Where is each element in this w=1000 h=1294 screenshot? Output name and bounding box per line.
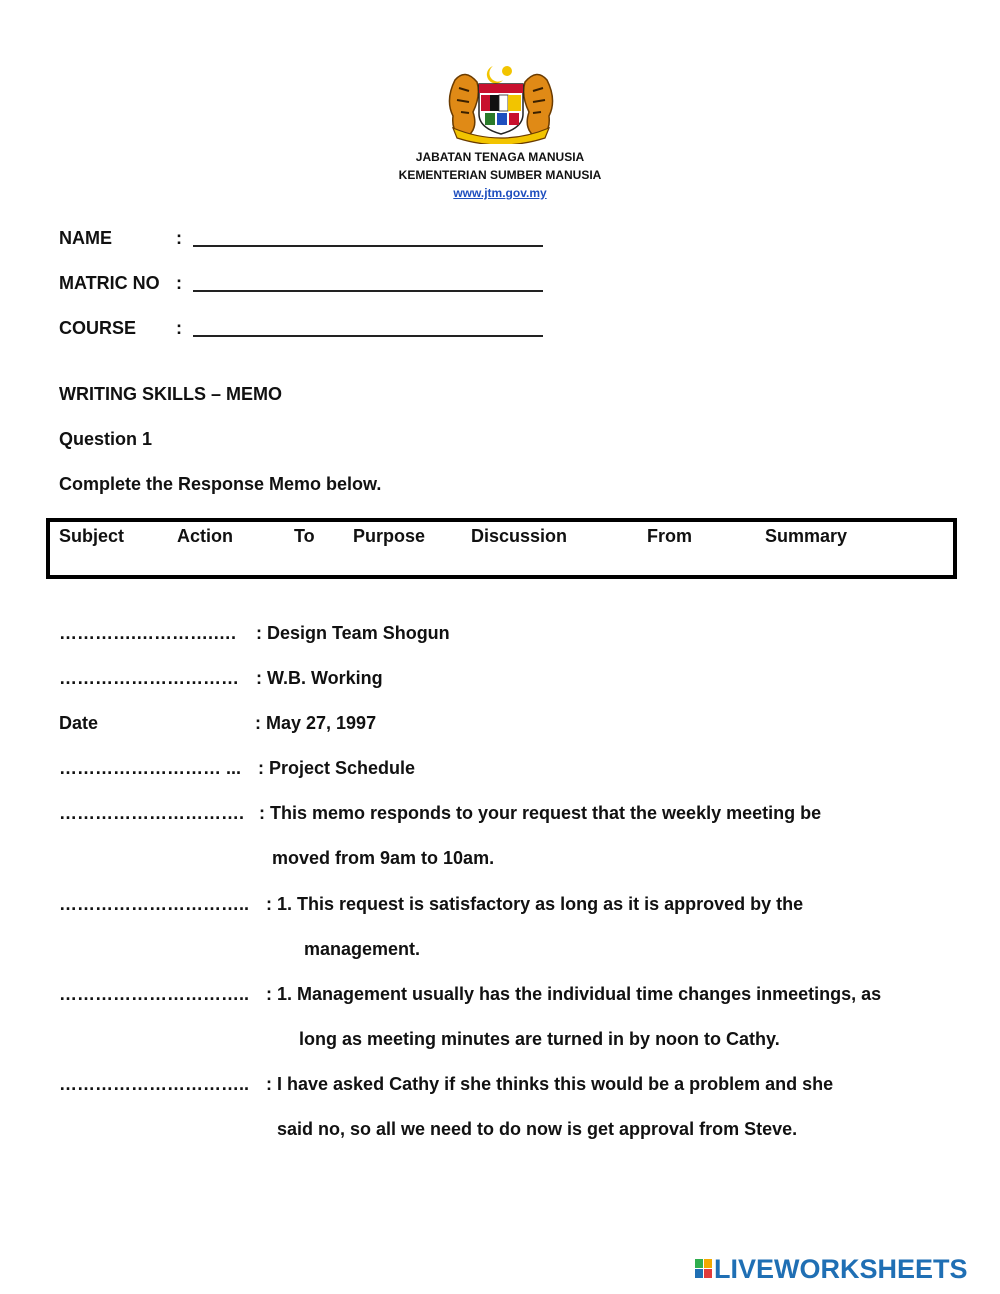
memo-row-text: : 1. Management usually has the individual time changes inmeetings, as xyxy=(266,984,882,1004)
memo-row-continuation: said no, so all we need to do now is get approval from Steve. xyxy=(277,1119,798,1139)
instruction-text: Complete the Response Memo below. xyxy=(59,474,382,494)
memo-row-text: : Project Schedule xyxy=(258,758,416,778)
memo-blank-2[interactable]: ………………………… xyxy=(59,668,239,688)
org-website-link[interactable]: www.jtm.gov.my xyxy=(453,186,547,200)
course-colon: : xyxy=(176,318,182,338)
liveworksheets-logo-icon xyxy=(694,1258,714,1280)
word-bank-item[interactable]: Subject xyxy=(59,526,125,546)
memo-row-continuation: management. xyxy=(304,939,421,959)
memo-blank-5[interactable]: ………………………….. xyxy=(59,894,250,914)
memo-row-text: : Design Team Shogun xyxy=(256,623,450,643)
course-label: COURSE xyxy=(59,318,137,338)
memo-row-text: : I have asked Cathy if she thinks this would be a problem and she xyxy=(266,1074,834,1094)
memo-blank-6[interactable]: ………………………….. xyxy=(59,984,250,1004)
word-bank-item[interactable]: Action xyxy=(177,526,233,546)
memo-row-continuation: long as meeting minutes are turned in by noon to Cathy. xyxy=(299,1029,780,1049)
memo-row-text: : 1. This request is satisfactory as long as it is approved by the xyxy=(266,894,804,914)
memo-row-text: : This memo responds to your request that the weekly meeting be xyxy=(259,803,822,823)
section-title: WRITING SKILLS – MEMO xyxy=(59,384,282,404)
memo-blank-1[interactable]: ………….………….…. xyxy=(59,623,237,643)
memo-blank-3[interactable]: ……………………… ... xyxy=(59,758,242,778)
name-colon: : xyxy=(176,228,182,248)
brand-name: LIVEWORKSHEETS xyxy=(714,1254,968,1284)
memo-row-text: : May 27, 1997 xyxy=(255,713,377,733)
word-bank-item[interactable]: Purpose xyxy=(353,526,426,546)
coat-of-arms-logo xyxy=(445,62,557,144)
word-bank-item[interactable]: To xyxy=(294,526,315,546)
question-number: Question 1 xyxy=(59,429,153,449)
memo-date-label: Date xyxy=(59,713,99,733)
word-bank-item[interactable]: Summary xyxy=(765,526,848,546)
memo-blank-7[interactable]: ………………………….. xyxy=(59,1074,250,1094)
matric-no-colon: : xyxy=(176,273,182,293)
word-bank-item[interactable]: Discussion xyxy=(471,526,568,546)
memo-row-continuation: moved from 9am to 10am. xyxy=(272,848,495,868)
memo-blank-4[interactable]: …………………………. xyxy=(59,803,245,823)
memo-row-text: : W.B. Working xyxy=(256,668,383,688)
matric-no-field[interactable] xyxy=(193,290,543,292)
word-bank-item[interactable]: From xyxy=(647,526,692,546)
org-name-line2: KEMENTERIAN SUMBER MANUSIA xyxy=(398,168,602,182)
org-name-line1: JABATAN TENAGA MANUSIA xyxy=(415,150,585,164)
name-field[interactable] xyxy=(193,245,543,247)
name-label: NAME xyxy=(59,228,112,248)
course-field[interactable] xyxy=(193,335,543,337)
matric-no-label: MATRIC NO xyxy=(59,273,160,293)
